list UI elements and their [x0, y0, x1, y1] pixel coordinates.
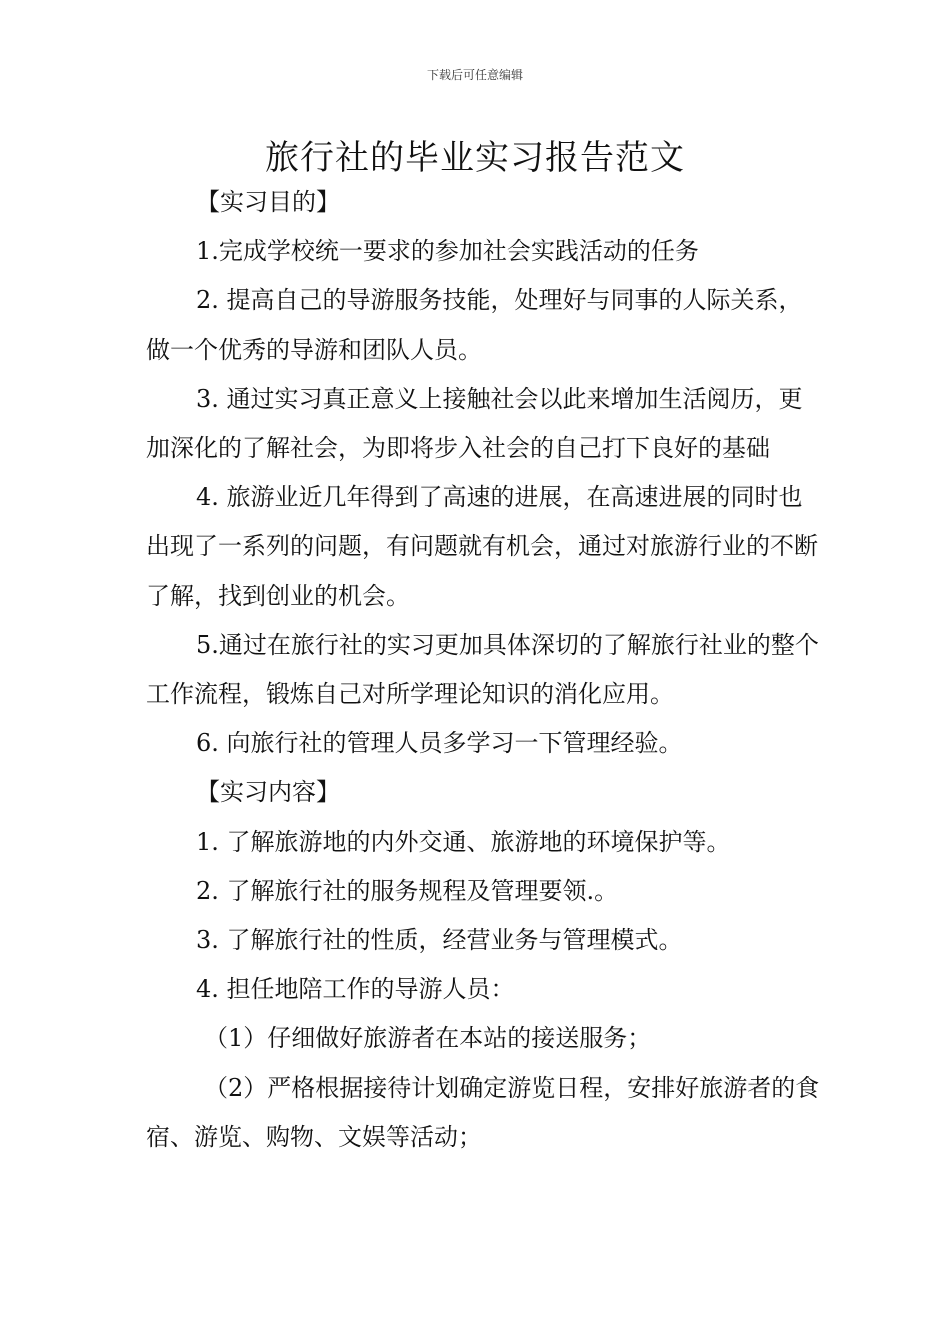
content-item-1: 1. 了解旅游地的内外交通、旅游地的环境保护等。 [196, 827, 731, 856]
content-subitem-2: （2）严格根据接待计划确定游览日程，安排好旅游者的食宿、游览、购物、文娱等活动； [146, 1073, 820, 1151]
purpose-item-3: 3. 通过实习真正意义上接触社会以此来增加生活阅历，更加深化的了解社会，为即将步入社会的自己打下良好的基础 [146, 384, 803, 463]
purpose-item-5: 5.通过在旅行社的实习更加具体深切的了解旅行社业的整个工作流程，锻炼自己对所学理论知识的消化应用。 [146, 630, 819, 709]
content-item-4: 4. 担任地陪工作的导游人员： [196, 975, 515, 1004]
purpose-item-2: 2. 提高自己的导游服务技能，处理好与同事的人际关系，做一个优秀的导游和团队人员。 [146, 286, 803, 364]
content-item-3: 3. 了解旅行社的性质，经营业务与管理模式。 [196, 926, 683, 955]
content-item-2: 2. 了解旅行社的服务规程及管理要领.。 [196, 876, 619, 905]
purpose-item-6: 6. 向旅行社的管理人员多学习一下管理经验。 [196, 729, 683, 758]
section-heading-content: 【实习内容】 [196, 778, 340, 807]
purpose-item-4: 4. 旅游业近几年得到了高速的进展，在高速进展的同时也出现了一系列的问题，有问题就有机会，通过对旅游行业的不断了解，找到创业的机会。 [146, 483, 818, 610]
header-note: 下载后可任意编辑 [426, 68, 523, 82]
document-body [146, 178, 826, 1162]
purpose-item-1: 1.完成学校统一要求的参加社会实践活动的任务 [196, 237, 699, 266]
content-subitem-1: （1）仔细做好旅游者在本站的接送服务； [204, 1024, 652, 1053]
document-title: 旅行社的毕业实习报告范文 [265, 138, 685, 178]
section-heading-purpose: 【实习目的】 [196, 188, 340, 216]
